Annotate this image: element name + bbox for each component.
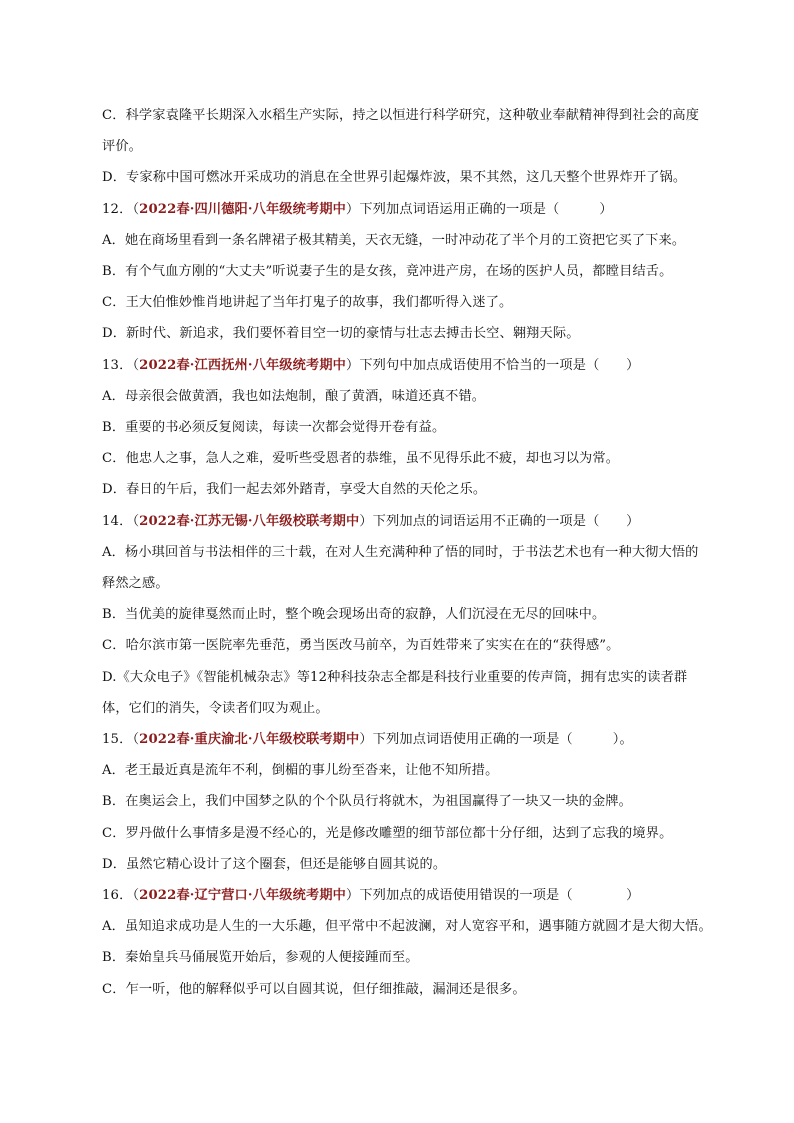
option-line: 评价。 <box>102 139 143 155</box>
question-number: 14．（ <box>102 513 140 529</box>
option-line: A．虽知追求成功是人生的一大乐趣，但平常中不起波澜，对人宽容平和，遇事随方就圆才是大彻大悟。 <box>102 919 712 935</box>
question-source: 2022春·四川德阳·八年级统考期中 <box>139 201 346 217</box>
question-line <box>102 194 722 225</box>
option-line: 体，它们的消失，令读者们叹为观止。 <box>102 700 329 716</box>
question-stem: ）下列加点的词语运用不正确的一项是（ ） <box>359 513 640 529</box>
question-line <box>102 724 722 755</box>
option-line: C．罗丹做什么事情多是漫不经心的，光是修改雕塑的细节部位都十分仔细，达到了忘我的境界。 <box>102 825 673 841</box>
question-stem: ）下列加点词语运用正确的一项是（ ） <box>346 201 613 217</box>
question-line <box>102 880 722 911</box>
question-number: 15．（ <box>102 732 140 748</box>
option-line: C．他忠人之事，急人之难，爱听些受恩者的恭维，虽不见得乐此不疲，却也习以为常。 <box>102 451 620 467</box>
option-line: D.《大众电子》《智能机械杂志》等12种科技杂志全都是科技行业重要的传声筒，拥有忠实的读者群 <box>102 669 688 685</box>
option-line: B．在奥运会上，我们中国梦之队的个个队员行将就木，为祖国赢得了一块又一块的金牌。 <box>102 794 632 810</box>
option-line: C．科学家袁隆平长期深入水稻生产实际，持之以恒进行科学研究，这种敬业奉献精神得到社会的高度 <box>102 108 700 123</box>
option-line: B．秦始皇兵马俑展览开始后，参观的人便接踵而至。 <box>102 950 419 966</box>
document-content <box>102 100 722 1005</box>
option-line: A．杨小琪回首与书法相伴的三十载，在对人生充满种种了悟的同时，于书法艺术也有一种大彻大悟的 <box>102 544 699 560</box>
question-source: 2022春·辽宁营口·八年级统考期中 <box>139 888 346 904</box>
question-number: 12．（ <box>102 201 140 217</box>
option-line: B．重要的书必须反复阅读，每读一次都会觉得开卷有益。 <box>102 420 446 436</box>
option-line: D．新时代、新追求，我们要怀着目空一切的豪情与壮志去搏击长空、翱翔天际。 <box>102 326 580 342</box>
question-source: 2022春·江苏无锡·八年级校联考期中 <box>139 513 360 529</box>
option-line: B．有个气血方刚的“大丈夫”听说妻子生的是女孩，竟冲进产房，在场的医护人员，都瞠目结舌。 <box>102 264 673 280</box>
question-source: 2022春·重庆渝北·八年级校联考期中 <box>139 732 360 748</box>
question-number: 13．（ <box>102 357 140 373</box>
question-line <box>102 350 722 381</box>
question-source: 2022春·江西抚州·八年级统考期中 <box>139 357 346 373</box>
question-stem: ）下列句中加点成语使用不恰当的一项是（ ） <box>346 357 640 373</box>
question-stem: ）下列加点的成语使用错误的一项是（ ） <box>346 888 640 904</box>
option-line: 释然之感。 <box>102 576 169 592</box>
option-line: A．母亲很会做黄酒，我也如法炮制，酿了黄酒，味道还真不错。 <box>102 388 486 404</box>
option-line: C．乍一听，他的解释似乎可以自圆其说，但仔细推敲，漏洞还是很多。 <box>102 981 526 997</box>
option-line: B．当优美的旋律戛然而止时，整个晚会现场出奇的寂静，人们沉浸在无尽的回味中。 <box>102 607 606 623</box>
option-line: C．哈尔滨市第一医院率先垂范，勇当医改马前卒，为百姓带来了实实在在的“获得感”。 <box>102 638 620 654</box>
option-line: D．虽然它精心设计了这个圈套，但还是能够自圆其说的。 <box>102 856 447 872</box>
option-line: D．专家称中国可燃冰开采成功的消息在全世界引起爆炸波，果不其然，这几天整个世界炸开了锅。 <box>102 170 687 186</box>
option-line: A．她在商场里看到一条名牌裙子极其精美，天衣无缝，一时冲动花了半个月的工资把它买了下来。 <box>102 232 686 248</box>
option-line: D．春日的午后，我们一起去郊外踏青，享受大自然的天伦之乐。 <box>102 482 487 498</box>
question-line <box>102 506 722 537</box>
question-stem: ）下列加点词语使用正确的一项是（ ）。 <box>359 732 633 748</box>
question-number: 16．（ <box>102 888 140 904</box>
option-line: A．老王最近真是流年不利，倒楣的事儿纷至沓来，让他不知所措。 <box>102 763 499 779</box>
option-line: C．王大伯惟妙惟肖地讲起了当年打鬼子的故事，我们都听得入迷了。 <box>102 295 513 311</box>
